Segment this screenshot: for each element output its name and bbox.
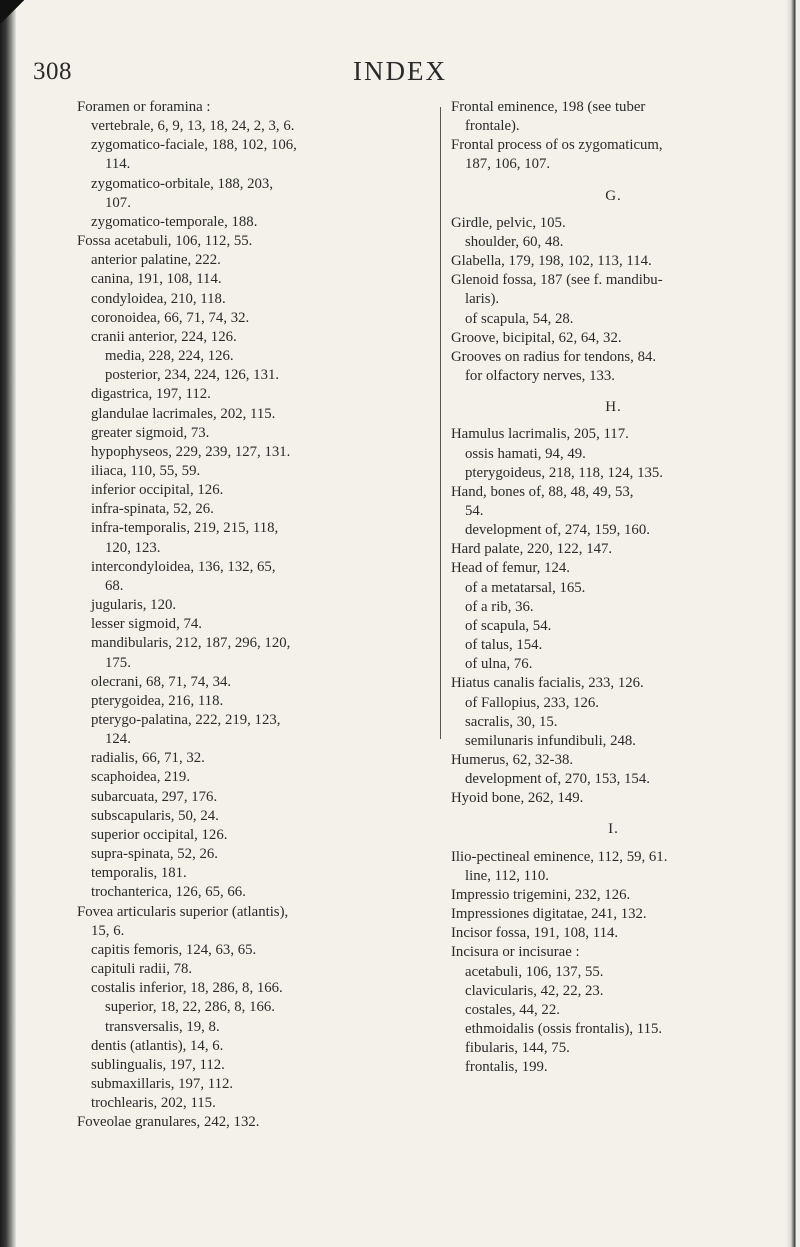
index-entry [451, 98, 776, 136]
index-entry [77, 864, 437, 883]
index-entry [77, 481, 437, 500]
section-letter: G. [605, 187, 622, 204]
entry-line: temporalis, 181. [91, 865, 187, 882]
entry-line: line, 112, 110. [465, 867, 549, 884]
index-entry [77, 1075, 437, 1094]
index-entry [77, 213, 437, 232]
entry-line: ethmoidalis (ossis frontalis), 115. [465, 1021, 663, 1038]
entry-line: subarcuata, 297, 176. [91, 788, 218, 805]
index-entry [77, 634, 437, 672]
entry-line: pterygoideus, 218, 118, 124, 135. [465, 464, 663, 481]
index-entry [451, 214, 776, 233]
entry-line: pterygoidea, 216, 118. [91, 692, 224, 709]
entry-continuation: 187, 106, 107. [465, 156, 551, 173]
index-entry [77, 845, 437, 864]
entry-line: olecrani, 68, 71, 74, 34. [91, 673, 232, 690]
index-entry [451, 982, 776, 1001]
entry-line: Girdle, pelvic, 105. [451, 214, 566, 231]
index-entry [77, 385, 437, 404]
index-entry [451, 559, 776, 578]
index-entry [451, 848, 776, 867]
entry-line: of scapula, 54. [465, 617, 552, 634]
index-entry [77, 826, 437, 845]
binding-shadow [0, 0, 16, 1247]
entry-line: Impressiones digitatae, 241, 132. [451, 906, 647, 923]
entry-line: Ilio-pectineal eminence, 112, 59, 61. [451, 848, 668, 865]
entry-line: iliaca, 110, 55, 59. [91, 462, 201, 479]
entry-line: Frontal process of os zygomaticum, [451, 137, 663, 154]
index-entry [451, 233, 776, 252]
entry-line: cranii anterior, 224, 126. [91, 328, 237, 345]
index-entry [451, 445, 776, 464]
entry-line: zygomatico-faciale, 188, 102, 106, [91, 137, 297, 154]
index-entry [77, 807, 437, 826]
index-entry [451, 367, 776, 386]
index-entry [77, 175, 437, 213]
entry-line: ossis hamati, 94, 49. [465, 445, 586, 462]
entry-line: of a metatarsal, 165. [465, 579, 586, 596]
index-entry [451, 483, 776, 521]
entry-line: semilunaris infundibuli, 248. [465, 732, 636, 749]
entry-continuation: laris). [465, 291, 500, 308]
index-entry [451, 252, 776, 271]
index-entry [451, 425, 776, 444]
index-entry [451, 540, 776, 559]
index-entry [77, 1113, 437, 1132]
entry-line: Foramen or foramina : [77, 99, 211, 115]
entry-line: of a rib, 36. [465, 598, 534, 615]
index-entry [77, 98, 437, 117]
entry-line: clavicularis, 42, 22, 23. [465, 982, 604, 999]
index-entry [77, 673, 437, 692]
entry-line: infra-spinata, 52, 26. [91, 501, 214, 518]
index-entry [451, 310, 776, 329]
index-entry [451, 1020, 776, 1039]
entry-line: Frontal eminence, 198 (see tuber [451, 99, 646, 115]
entry-line: of ulna, 76. [465, 656, 533, 673]
index-entry [77, 424, 437, 443]
index-entry [77, 960, 437, 979]
index-entry [77, 443, 437, 462]
entry-line: hypophyseos, 229, 239, 127, 131. [91, 443, 291, 460]
index-entry [451, 579, 776, 598]
index-entry [77, 1094, 437, 1113]
entry-continuation: 114. [105, 156, 131, 173]
entry-line: Humerus, 62, 32-38. [451, 752, 574, 768]
entry-line: submaxillaris, 197, 112. [91, 1075, 234, 1092]
index-entry [451, 674, 776, 693]
index-entry [77, 615, 437, 634]
entry-line: Incisura or incisurae : [451, 944, 580, 961]
index-column-left [77, 98, 437, 1132]
entry-line: subscapularis, 50, 24. [91, 807, 219, 824]
entry-line: trochlearis, 202, 115. [91, 1095, 216, 1112]
entry-line: transversalis, 19, 8. [105, 1018, 220, 1035]
index-entry [451, 1058, 776, 1077]
index-entry [77, 1037, 437, 1056]
index-entry [77, 309, 437, 328]
index-entry [77, 232, 437, 251]
entry-line: acetabuli, 106, 137, 55. [465, 963, 604, 980]
index-entry [77, 405, 437, 424]
entry-line: mandibularis, 212, 187, 296, 120, [91, 635, 291, 652]
index-entry [77, 596, 437, 615]
entry-line: superior, 18, 22, 286, 8, 166. [105, 999, 275, 1016]
entry-line: infra-temporalis, 219, 215, 118, [91, 520, 279, 537]
index-entry [77, 462, 437, 481]
entry-line: digastrica, 197, 112. [91, 386, 211, 403]
index-entry [451, 924, 776, 943]
entry-line: intercondyloidea, 136, 132, 65, [91, 558, 276, 575]
entry-line: costales, 44, 22. [465, 1001, 560, 1018]
entry-continuation: 124. [105, 731, 131, 748]
index-entry [451, 905, 776, 924]
entry-line: Hard palate, 220, 122, 147. [451, 541, 613, 558]
index-entry [451, 713, 776, 732]
index-entry [77, 251, 437, 270]
index-entry [77, 500, 437, 519]
entry-line: Glenoid fossa, 187 (see f. mandibu- [451, 272, 663, 289]
entry-line: coronoidea, 66, 71, 74, 32. [91, 309, 250, 326]
entry-line: Hyoid bone, 262, 149. [451, 790, 584, 807]
index-entry [77, 883, 437, 902]
index-entry [77, 366, 437, 385]
index-entry [77, 711, 437, 749]
index-entry [451, 655, 776, 674]
entry-line: zygomatico-orbitale, 188, 203, [91, 175, 274, 192]
page-number: 308 [33, 58, 72, 85]
entry-line: trochanterica, 126, 65, 66. [91, 884, 246, 901]
entry-line: supra-spinata, 52, 26. [91, 846, 218, 863]
entry-continuation: 68. [105, 577, 124, 594]
entry-line: Grooves on radius for tendons, 84. [451, 348, 657, 365]
index-entry [77, 328, 437, 347]
entry-line: fibularis, 144, 75. [465, 1040, 570, 1057]
entry-continuation: 120, 123. [105, 539, 161, 556]
entry-line: Hiatus canalis facialis, 233, 126. [451, 675, 644, 692]
index-entry [451, 521, 776, 540]
index-entry [77, 998, 437, 1017]
index-entry [451, 886, 776, 905]
index-entry [451, 770, 776, 789]
entry-line: zygomatico-temporale, 188. [91, 213, 258, 230]
index-entry [77, 1056, 437, 1075]
entry-line: sacralis, 30, 15. [465, 713, 558, 730]
entry-line: Hand, bones of, 88, 48, 49, 53, [451, 483, 634, 500]
index-entry [451, 867, 776, 886]
section-letter: I. [608, 821, 619, 838]
entry-line: jugularis, 120. [91, 597, 177, 614]
entry-line: for olfactory nerves, 133. [465, 368, 615, 385]
index-entry [451, 136, 776, 174]
index-entry [451, 636, 776, 655]
entry-continuation: 15, 6. [91, 922, 125, 939]
index-entry [77, 1018, 437, 1037]
index-entry [77, 749, 437, 768]
section-letter: H. [605, 399, 622, 416]
index-entry [77, 692, 437, 711]
entry-line: of scapula, 54, 28. [465, 310, 574, 327]
entry-line: Incisor fossa, 191, 108, 114. [451, 925, 619, 942]
index-entry [451, 464, 776, 483]
index-entry [77, 903, 437, 941]
index-entry [77, 979, 437, 998]
index-entry [451, 943, 776, 962]
entry-line: Glabella, 179, 198, 102, 113, 114. [451, 253, 652, 270]
entry-line: radialis, 66, 71, 32. [91, 750, 205, 767]
index-entry [451, 694, 776, 713]
entry-line: canina, 191, 108, 114. [91, 271, 222, 288]
entry-line: Fossa acetabuli, 106, 112, 55. [77, 233, 253, 250]
entry-line: frontalis, 199. [465, 1059, 548, 1076]
index-entry [77, 117, 437, 136]
index-entry [451, 789, 776, 808]
entry-continuation: 107. [105, 194, 131, 211]
entry-line: posterior, 234, 224, 126, 131. [105, 367, 280, 384]
entry-continuation: frontale). [465, 118, 520, 135]
entry-line: Groove, bicipital, 62, 64, 32. [451, 329, 622, 346]
index-entry [451, 271, 776, 309]
entry-line: superior occipital, 126. [91, 826, 228, 843]
entry-line: capituli radii, 78. [91, 961, 193, 978]
entry-line: dentis (atlantis), 14, 6. [91, 1037, 224, 1054]
entry-line: media, 228, 224, 126. [105, 348, 234, 365]
index-entry [451, 617, 776, 636]
index-entry [451, 329, 776, 348]
index-entry [451, 751, 776, 770]
entry-line: of talus, 154. [465, 637, 543, 654]
index-entry [77, 558, 437, 596]
running-head: INDEX [353, 56, 447, 86]
entry-line: of Fallopius, 233, 126. [465, 694, 599, 711]
entry-line: Fovea articularis superior (atlantis), [77, 903, 289, 920]
entry-line: development of, 274, 159, 160. [465, 522, 650, 539]
entry-line: Foveolae granulares, 242, 132. [77, 1114, 260, 1131]
index-entry [77, 270, 437, 289]
entry-continuation: 54. [465, 502, 484, 519]
entry-line: lesser sigmoid, 74. [91, 616, 202, 633]
entry-line: Impressio trigemini, 232, 126. [451, 886, 631, 903]
index-entry [77, 290, 437, 309]
corner-mark [0, 0, 30, 30]
entry-line: Head of femur, 124. [451, 560, 570, 577]
entry-continuation: 175. [105, 654, 131, 671]
entry-line: inferior occipital, 126. [91, 482, 224, 499]
entry-line: costalis inferior, 18, 286, 8, 166. [91, 980, 283, 997]
index-entry [451, 732, 776, 751]
index-column-right [451, 98, 776, 1078]
entry-line: scaphoidea, 219. [91, 769, 191, 786]
column-divider [440, 107, 441, 739]
index-entry [451, 1001, 776, 1020]
entry-line: sublingualis, 197, 112. [91, 1056, 225, 1073]
index-entry [77, 347, 437, 366]
entry-line: vertebrale, 6, 9, 13, 18, 24, 2, 3, 6. [91, 118, 295, 135]
index-entry [77, 788, 437, 807]
index-entry [77, 768, 437, 787]
entry-line: pterygo-palatina, 222, 219, 123, [91, 712, 281, 728]
index-entry [451, 1039, 776, 1058]
index-entry [451, 963, 776, 982]
entry-line: condyloidea, 210, 118. [91, 290, 226, 307]
page-edge [786, 0, 800, 1247]
entry-line: anterior palatine, 222. [91, 252, 221, 269]
entry-line: Hamulus lacrimalis, 205, 117. [451, 426, 629, 443]
entry-line: greater sigmoid, 73. [91, 424, 210, 441]
index-entry [77, 941, 437, 960]
entry-line: capitis femoris, 124, 63, 65. [91, 941, 257, 958]
entry-line: development of, 270, 153, 154. [465, 771, 650, 788]
index-entry [451, 598, 776, 617]
index-entry [77, 136, 437, 174]
index-entry [77, 519, 437, 557]
index-entry [451, 348, 776, 367]
entry-line: shoulder, 60, 48. [465, 233, 564, 250]
entry-line: glandulae lacrimales, 202, 115. [91, 405, 276, 422]
